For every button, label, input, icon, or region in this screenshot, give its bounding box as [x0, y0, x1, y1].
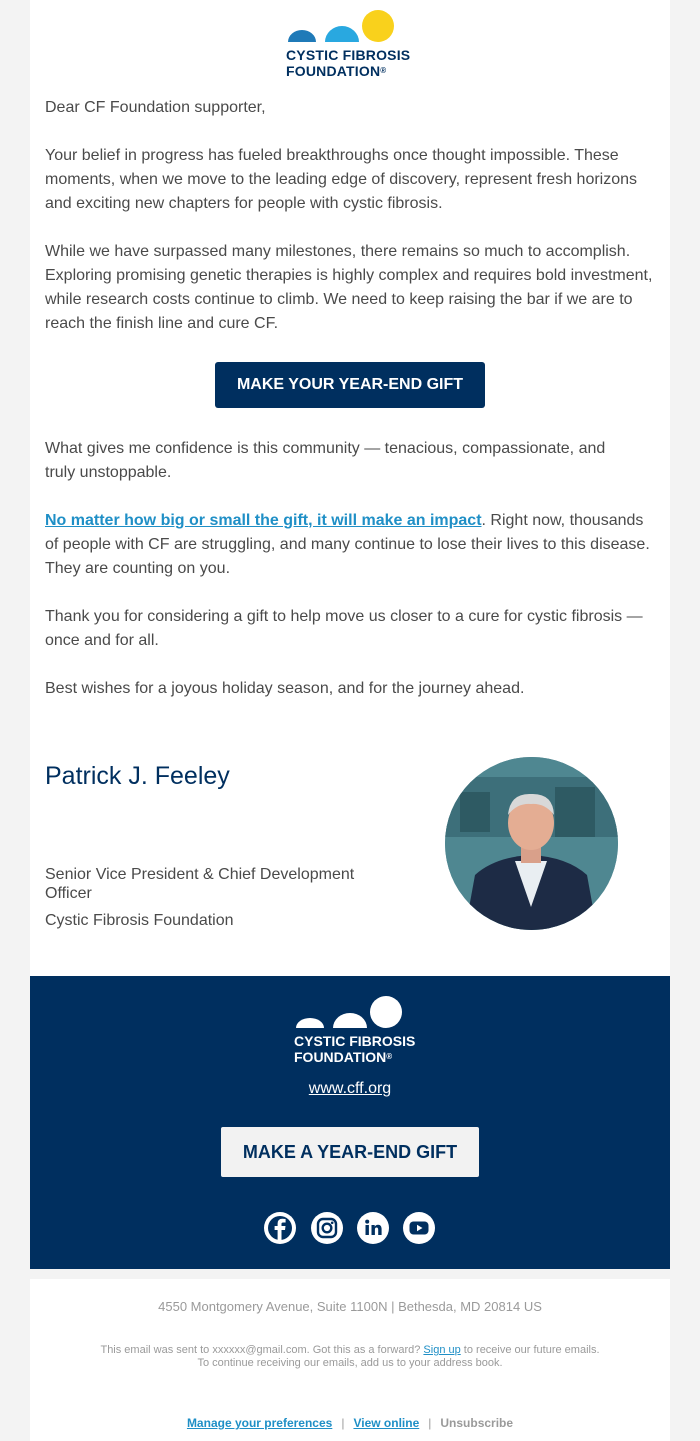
- logo-line2: FOUNDATION®: [286, 63, 387, 79]
- greeting: Dear CF Foundation supporter,: [45, 99, 266, 116]
- link-separator: |: [428, 1416, 432, 1430]
- letter-card: [30, 0, 670, 976]
- make-a-year-end-gift-button[interactable]: MAKE A YEAR-END GIFT: [221, 1127, 479, 1177]
- footer: [30, 976, 670, 1269]
- footer-logo[interactable]: [294, 996, 426, 1066]
- cff-logo[interactable]: [286, 10, 418, 80]
- footer-logo-mark: [294, 996, 426, 1030]
- legal-section: [30, 1279, 670, 1441]
- unsubscribe-link[interactable]: Unsubscribe: [440, 1416, 514, 1430]
- instagram-icon[interactable]: [311, 1212, 343, 1244]
- make-year-end-gift-button[interactable]: MAKE YOUR YEAR-END GIFT: [215, 362, 485, 408]
- paragraph-4: [45, 509, 655, 581]
- view-online-link[interactable]: View online: [353, 1416, 420, 1430]
- signer-photo: [445, 757, 618, 930]
- paragraph-6: Best wishes for a joyous holiday season, and for the journey ahead.: [45, 680, 525, 697]
- signer-title: Senior Vice President & Chief Development Officer: [45, 866, 355, 902]
- mailing-address: 4550 Montgomery Avenue, Suite 1100N | Bethesda, MD 20814 US: [158, 1299, 542, 1314]
- paragraph-1: Your belief in progress has fueled breakthroughs once thought impossible. These moments, when we move to the leading edge of discovery, represent fresh horizons and exciting new chapters for people with cystic fibrosis.: [45, 147, 638, 212]
- youtube-icon[interactable]: [403, 1212, 435, 1244]
- footer-logo-line1: CYSTIC FIBROSIS: [294, 1033, 416, 1049]
- legal-notice: [30, 1344, 670, 1370]
- paragraph-5: Thank you for considering a gift to help move us closer to a cure for cystic fibrosis — once and for all.: [45, 608, 643, 649]
- sent-notice: This email was sent to xxxxxx@gmail.com. Got this as a forward?: [100, 1344, 421, 1356]
- signer-org: Cystic Fibrosis Foundation: [45, 912, 234, 929]
- sign-up-link[interactable]: Sign up: [423, 1344, 461, 1356]
- paragraph-2: While we have surpassed many milestones, there remains so much to accomplish. Exploring promising genetic therapies is highly complex and requires bold investment, while research costs continue to climb. We need to keep raising the bar if we are to reach the finish line and cure CF.: [45, 243, 653, 332]
- paragraph-3: What gives me confidence is this community — tenacious, compassionate, and truly unstoppable.: [45, 440, 606, 481]
- website-link[interactable]: www.cff.org: [308, 1080, 392, 1097]
- footer-links: [30, 1416, 670, 1430]
- link-separator: |: [341, 1416, 345, 1430]
- footer-logo-line2: FOUNDATION®: [294, 1049, 393, 1065]
- cff-logo-mark: [286, 10, 418, 46]
- manage-preferences-link[interactable]: Manage your preferences: [186, 1416, 333, 1430]
- logo-line1: CYSTIC FIBROSIS: [286, 47, 411, 63]
- signer-name: Patrick J. Feeley: [45, 762, 230, 790]
- paragraph-4-text: . Right now, thousands of people with CF are struggling, and many continue to lose their lives to this disease. They are counting on you.: [45, 512, 650, 577]
- facebook-icon[interactable]: [264, 1212, 296, 1244]
- address-book-notice: To continue receiving our emails, add us to your address book.: [197, 1357, 503, 1369]
- linkedin-icon[interactable]: [357, 1212, 389, 1244]
- sent-notice-end: to receive our future emails.: [463, 1344, 600, 1356]
- impact-link[interactable]: No matter how big or small the gift, it will make an impact: [45, 512, 482, 529]
